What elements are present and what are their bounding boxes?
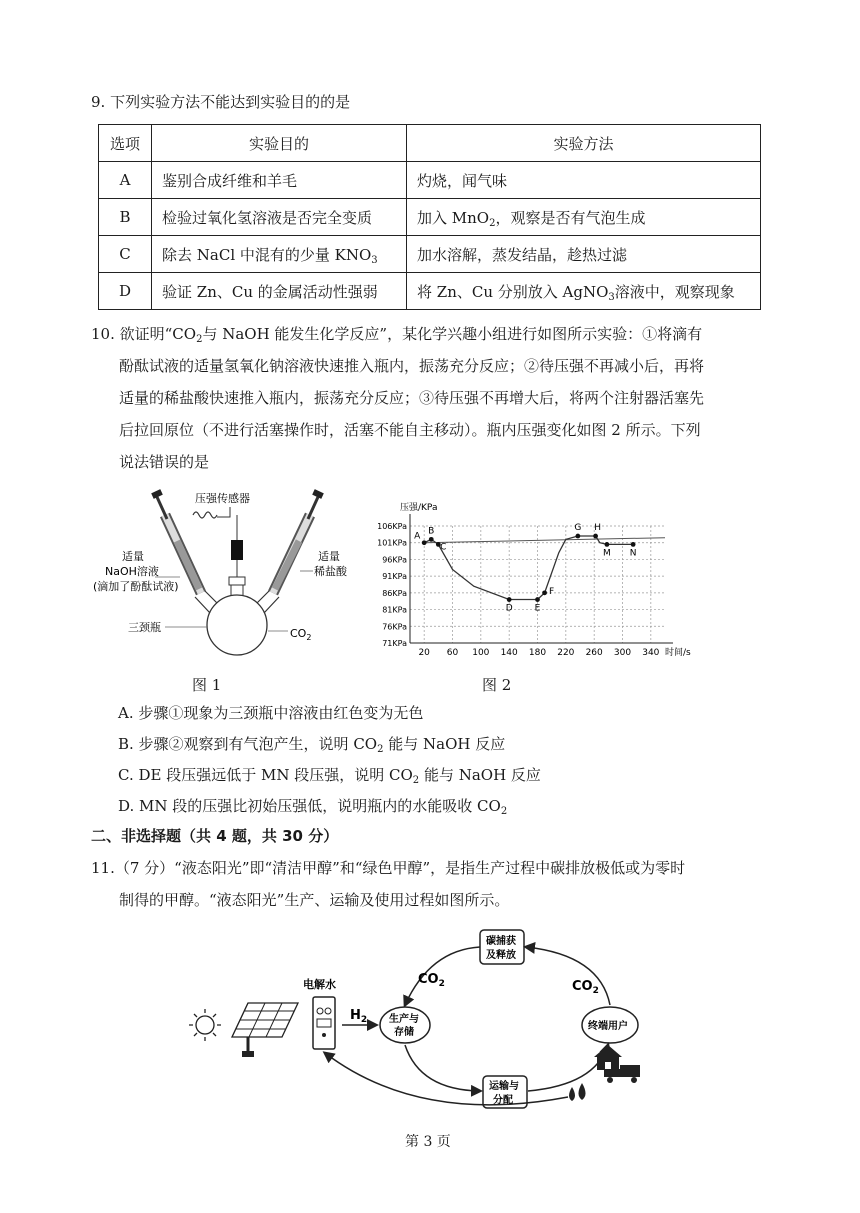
- gas-subscript: 2: [306, 633, 312, 642]
- transport-arrow-out: [528, 1045, 608, 1091]
- data-point: [542, 590, 547, 595]
- x-axis-label: 时间/s: [665, 648, 691, 658]
- enduser-label: 终端用户: [588, 1021, 628, 1032]
- data-point: [593, 534, 598, 539]
- table-header: 选项: [99, 125, 152, 162]
- capture-label-2: 及释放: [486, 950, 516, 961]
- flask-body: [207, 595, 267, 655]
- x-tick-label: 60: [446, 648, 459, 658]
- q10-line2: 酚酞试液的适量氢氧化钠溶液快速推入瓶内，振荡充分反应；②待压强不再减小后，再将: [119, 357, 705, 375]
- text: D. MN 段的压强比初始压强低，说明瓶内的水能吸收 CO: [118, 797, 501, 815]
- section-heading: 二、非选择题（共 4 题，共 30 分）: [91, 827, 339, 845]
- table-header: 实验目的: [152, 125, 407, 162]
- liquid-sunshine-diagram: [180, 925, 660, 1110]
- fig1-caption: 图 1: [192, 676, 222, 694]
- text: 溶液中，观察现象: [614, 282, 735, 301]
- option-d: [118, 796, 507, 816]
- text: 与 NaOH 能发生化学反应”，某化学兴趣小组进行如图所示实验：①将滴有: [202, 325, 703, 343]
- y-tick-label: 71KPa: [382, 639, 407, 648]
- point-label: D: [505, 603, 513, 614]
- data-point: [422, 540, 427, 545]
- table-row: [99, 273, 761, 310]
- point-label: B: [428, 526, 435, 537]
- sensor-label: 压强传感器: [195, 492, 250, 505]
- y-axis-label: 压强/KPa: [400, 503, 438, 513]
- fig1-apparatus: [93, 485, 355, 660]
- table-cell: 灼烧，闻气味: [407, 162, 761, 199]
- point-label: N: [629, 548, 637, 559]
- flask-label: 三颈瓶: [128, 621, 161, 634]
- x-tick-label: 260: [585, 648, 603, 658]
- subscript: 3: [608, 291, 615, 303]
- table-header-row: [99, 125, 761, 162]
- y-tick-label: 106KPa: [377, 522, 407, 531]
- production-label-1: 生产与: [389, 1014, 419, 1025]
- text: 加入 MnO: [417, 208, 490, 227]
- table-cell: 鉴别合成纤维和羊毛: [152, 162, 407, 199]
- table-cell: [407, 199, 761, 236]
- left-label-2: NaOH溶液: [105, 565, 159, 578]
- q9-table: [98, 124, 761, 310]
- q10-line1: [91, 318, 761, 350]
- text: B. 步骤②观察到有气泡产生，说明 CO: [118, 735, 378, 753]
- solar-panel-icon: [232, 1003, 298, 1057]
- h2-label: [350, 1008, 367, 1025]
- table-cell: A: [99, 162, 152, 199]
- electrolyzer-icon: [313, 997, 335, 1049]
- h2-formula: H: [350, 1008, 361, 1023]
- q10-stem: [91, 318, 761, 478]
- x-tick-label: 300: [613, 648, 632, 658]
- table-cell: B: [99, 199, 152, 236]
- table-cell: [152, 236, 407, 273]
- capture-label-1: 碳捕获: [486, 936, 516, 947]
- right-label-1: 适量: [318, 550, 340, 563]
- option-b: [118, 734, 505, 754]
- data-point: [535, 597, 540, 602]
- data-point: [631, 542, 636, 547]
- x-tick-label: 20: [418, 648, 430, 658]
- text: C. DE 段压强远低于 MN 段压强，说明 CO: [118, 766, 413, 784]
- table-cell: [407, 273, 761, 310]
- q9-stem: 9. 下列实验方法不能达到实验目的的是: [91, 93, 351, 111]
- y-tick-label: 76KPa: [382, 622, 407, 632]
- sensor-body: [231, 540, 243, 560]
- syringe-plunger: [157, 497, 167, 519]
- water-return-arrow: [325, 1053, 568, 1105]
- house-icon: [594, 1045, 622, 1070]
- enduser-node: [582, 1007, 638, 1043]
- page-number: 第 3 页: [405, 1134, 451, 1150]
- sun-icon: [189, 1009, 221, 1041]
- transport-label-1: 运输与: [489, 1081, 519, 1092]
- water-drops-icon: [569, 1083, 586, 1101]
- sensor-wire: [217, 507, 230, 517]
- left-label-3: (滴加了酚酞试液): [93, 580, 179, 593]
- text: 能与 NaOH 反应: [383, 735, 506, 753]
- subscript: 2: [489, 217, 496, 229]
- h2-subscript: 2: [360, 1015, 368, 1025]
- production-label-2: 存储: [394, 1027, 414, 1038]
- subscript: 3: [371, 254, 378, 266]
- table-row: [99, 199, 761, 236]
- subscript: 2: [377, 744, 384, 755]
- table-cell: 检验过氧化氢溶液是否完全变质: [152, 199, 407, 236]
- data-point: [605, 542, 610, 547]
- text: 将 Zn、Cu 分别放入 AgNO: [417, 282, 609, 301]
- y-tick-label: 91KPa: [382, 572, 407, 582]
- subscript: 2: [412, 775, 420, 786]
- table-header: 实验方法: [407, 125, 761, 162]
- pressure-chart: [360, 498, 690, 668]
- q11-line2: 制得的甲醇。“液态阳光”生产、运输及使用过程如图所示。: [119, 891, 510, 909]
- x-tick-label: 180: [528, 648, 547, 658]
- series-line: [424, 536, 633, 600]
- text: 除去 NaCl 中混有的少量 KNO: [162, 245, 372, 264]
- data-point: [507, 597, 512, 602]
- q10-line5: 说法错误的是: [119, 453, 210, 471]
- syringe-liquid: [275, 541, 299, 589]
- electrolysis-label: 电解水: [303, 978, 336, 991]
- subscript: 2: [196, 334, 203, 345]
- x-tick-label: 340: [642, 648, 660, 658]
- point-label: A: [414, 531, 421, 542]
- center-stopper: [229, 577, 245, 585]
- table-row: [99, 162, 761, 199]
- text: 能与 NaOH 反应: [419, 766, 541, 784]
- option-c: [118, 765, 541, 785]
- y-tick-label: 81KPa: [382, 605, 407, 615]
- y-tick-label: 101KPa: [377, 538, 407, 548]
- point-label: M: [603, 548, 611, 559]
- syringe-liquid: [177, 541, 199, 589]
- co2-arrow-right: [526, 947, 610, 1005]
- fig2-caption: 图 2: [482, 676, 512, 694]
- gas-formula: CO: [290, 627, 307, 640]
- q11-stem: [91, 852, 761, 916]
- x-tick-label: 100: [472, 648, 490, 658]
- co2-arrow-left: [405, 947, 480, 1005]
- q10-line3: 适量的稀盐酸快速推入瓶内，振荡充分反应；③待压强不再增大后，将两个注射器活塞先: [119, 389, 705, 407]
- co2-right-label: [572, 979, 599, 996]
- table-row: [99, 236, 761, 273]
- q10-line4: 后拉回原位（不进行活塞操作时，活塞不能自主移动）。瓶内压强变化如图 2 所示。下列: [119, 421, 701, 439]
- syringe-plunger: [308, 497, 318, 519]
- right-label-2: 稀盐酸: [314, 565, 347, 578]
- table-cell: 加水溶解，蒸发结晶，趁热过滤: [407, 236, 761, 273]
- co2-formula: CO: [418, 972, 439, 987]
- point-label: F: [548, 586, 555, 597]
- subscript: 2: [500, 806, 508, 817]
- co2-formula: CO: [572, 979, 593, 994]
- point-label: H: [594, 523, 601, 534]
- sensor-coil: [193, 512, 217, 518]
- production-node: [380, 1007, 430, 1043]
- text: ，观察是否有气泡生成: [495, 208, 646, 227]
- table-cell: D: [99, 273, 152, 310]
- transport-label-2: 分配: [493, 1095, 513, 1106]
- co2-left-label: [418, 972, 445, 989]
- chart-grid: [410, 514, 673, 643]
- reference-line: [424, 538, 665, 543]
- y-tick-label: 86KPa: [382, 588, 407, 598]
- gas-label: [290, 627, 311, 642]
- option-a: A. 步骤①现象为三颈瓶中溶液由红色变为无色: [118, 704, 424, 722]
- capture-node: [480, 930, 524, 964]
- chart-series: [424, 536, 665, 600]
- table-cell: 验证 Zn、Cu 的金属活动性强弱: [152, 273, 407, 310]
- co2-subscript: 2: [592, 986, 599, 996]
- y-tick-label: 96KPa: [382, 555, 407, 565]
- q11-line1: 11.（7 分）“液态阳光”即“清洁甲醇”和“绿色甲醇”，是指生产过程中碳排放极低或为零时: [91, 859, 686, 877]
- data-point: [429, 537, 434, 542]
- point-label: E: [534, 603, 541, 614]
- point-label: C: [440, 542, 447, 553]
- co2-subscript: 2: [438, 979, 445, 989]
- left-label-1: 适量: [122, 550, 144, 563]
- x-tick-label: 220: [557, 648, 575, 658]
- transport-arrow-in: [405, 1045, 480, 1091]
- x-tick-label: 140: [500, 648, 518, 658]
- point-label: G: [574, 523, 582, 534]
- data-point: [575, 534, 580, 539]
- text: 10. 欲证明“CO: [91, 325, 197, 343]
- table-cell: C: [99, 236, 152, 273]
